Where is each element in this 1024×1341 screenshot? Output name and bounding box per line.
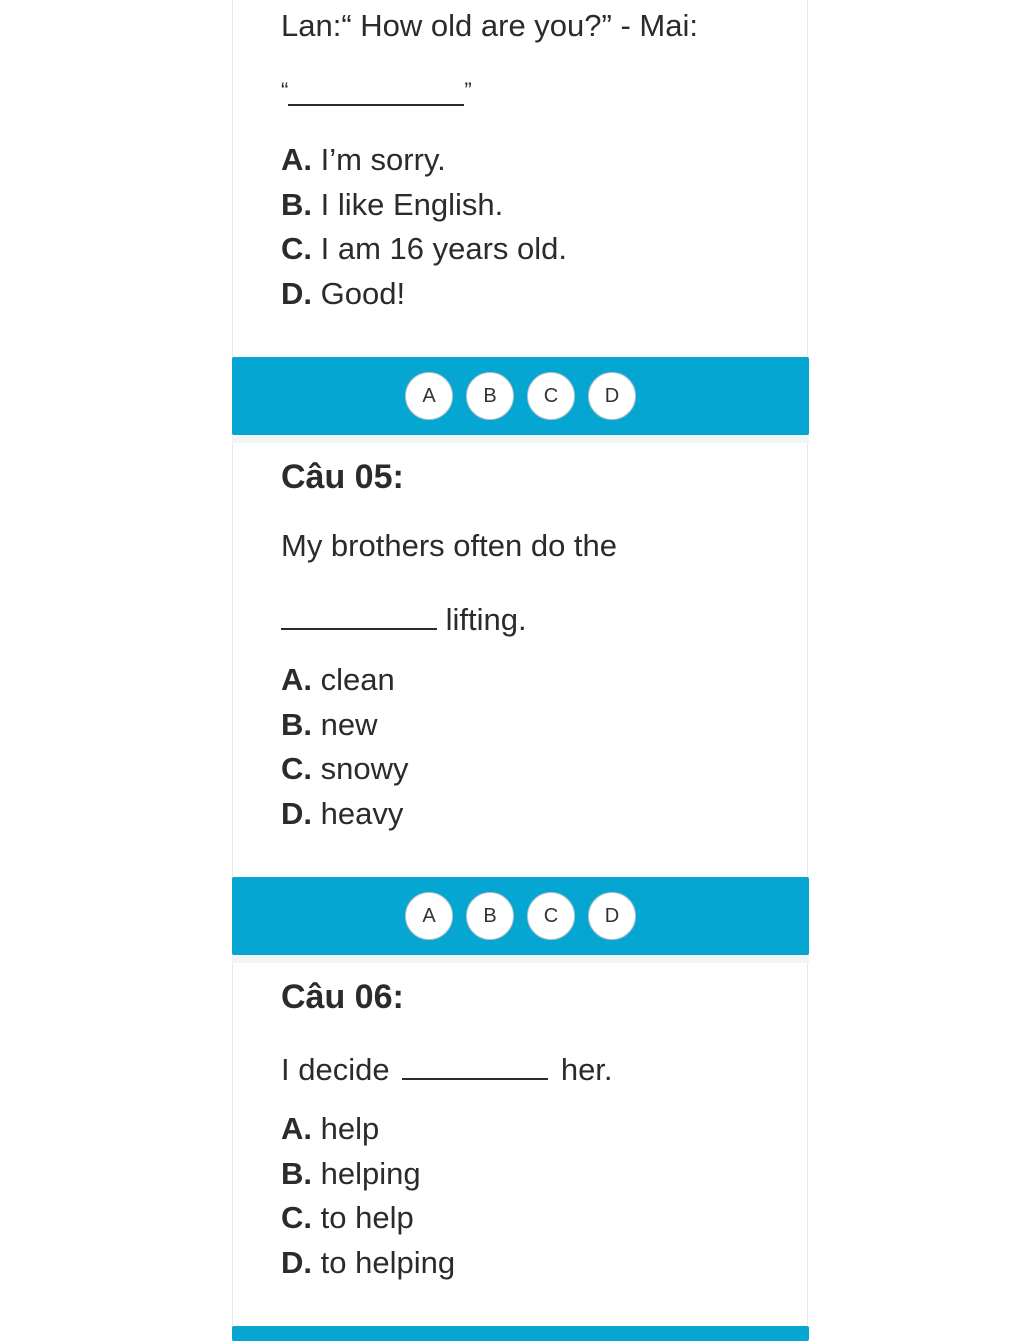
q4-option-a (281, 142, 446, 178)
card-separator (232, 955, 809, 963)
q4-open-quote: “ (281, 78, 289, 103)
q6-answer-bar (232, 1326, 809, 1341)
option-text: snowy (320, 751, 409, 786)
option-letter: A. (281, 662, 312, 697)
option-text: clean (320, 662, 395, 697)
q4-option-b (281, 187, 503, 223)
option-text: I like English. (320, 187, 504, 222)
q4-answer-blank-line (281, 76, 472, 114)
q5-option-b (281, 707, 378, 743)
option-text: I am 16 years old. (320, 231, 568, 266)
option-letter: B. (281, 707, 312, 742)
q4-close-quote: ” (464, 78, 472, 103)
option-letter: C. (281, 1200, 312, 1235)
q5-prompt-line2 (281, 598, 527, 638)
option-letter: A. (281, 1111, 312, 1146)
answer-button-d[interactable]: D (588, 372, 636, 420)
q6-blank (402, 1048, 548, 1080)
q6-title: Câu 06: (281, 978, 404, 1016)
q6-option-d (281, 1245, 455, 1281)
option-text: new (320, 707, 378, 742)
q6-prompt-before: I decide (281, 1052, 390, 1087)
q6-prompt (281, 1048, 613, 1088)
answer-button-d[interactable]: D (588, 892, 636, 940)
option-text: helping (320, 1156, 421, 1191)
option-letter: C. (281, 751, 312, 786)
option-text: help (320, 1111, 380, 1146)
answer-button-a[interactable]: A (405, 892, 453, 940)
answer-button-b[interactable]: B (466, 372, 514, 420)
option-text: Good! (320, 276, 406, 311)
option-text: to help (320, 1200, 414, 1235)
option-letter: A. (281, 142, 312, 177)
option-text: heavy (320, 796, 404, 831)
q4-answer-bar (232, 357, 809, 435)
q6-option-c (281, 1200, 414, 1236)
question-column (232, 0, 808, 1341)
answer-button-c[interactable]: C (527, 372, 575, 420)
option-letter: D. (281, 276, 312, 311)
answer-button-b[interactable]: B (466, 892, 514, 940)
q5-answer-bar (232, 877, 809, 955)
answer-button-a[interactable]: A (405, 372, 453, 420)
answer-button-c[interactable]: C (527, 892, 575, 940)
card-separator (232, 435, 809, 443)
q6-option-a (281, 1111, 379, 1147)
option-text: to helping (320, 1245, 456, 1280)
option-letter: D. (281, 796, 312, 831)
q5-option-d (281, 796, 403, 832)
q6-option-b (281, 1156, 421, 1192)
q5-option-a (281, 662, 395, 698)
q5-option-c (281, 751, 409, 787)
option-text: I’m sorry. (320, 142, 446, 177)
q4-option-d (281, 276, 405, 312)
q4-option-c (281, 231, 567, 267)
q5-title: Câu 05: (281, 458, 404, 496)
option-letter: B. (281, 1156, 312, 1191)
option-letter: B. (281, 187, 312, 222)
q4-blank (288, 76, 464, 106)
q5-prompt-after: lifting. (445, 602, 527, 637)
q5-prompt-line1: My brothers often do the (281, 528, 618, 563)
option-letter: D. (281, 1245, 312, 1280)
q5-blank (281, 598, 437, 630)
option-letter: C. (281, 231, 312, 266)
q6-prompt-after: her. (560, 1052, 613, 1087)
q4-prompt-line1: Lan:“ How old are you?” - Mai: (281, 8, 698, 43)
